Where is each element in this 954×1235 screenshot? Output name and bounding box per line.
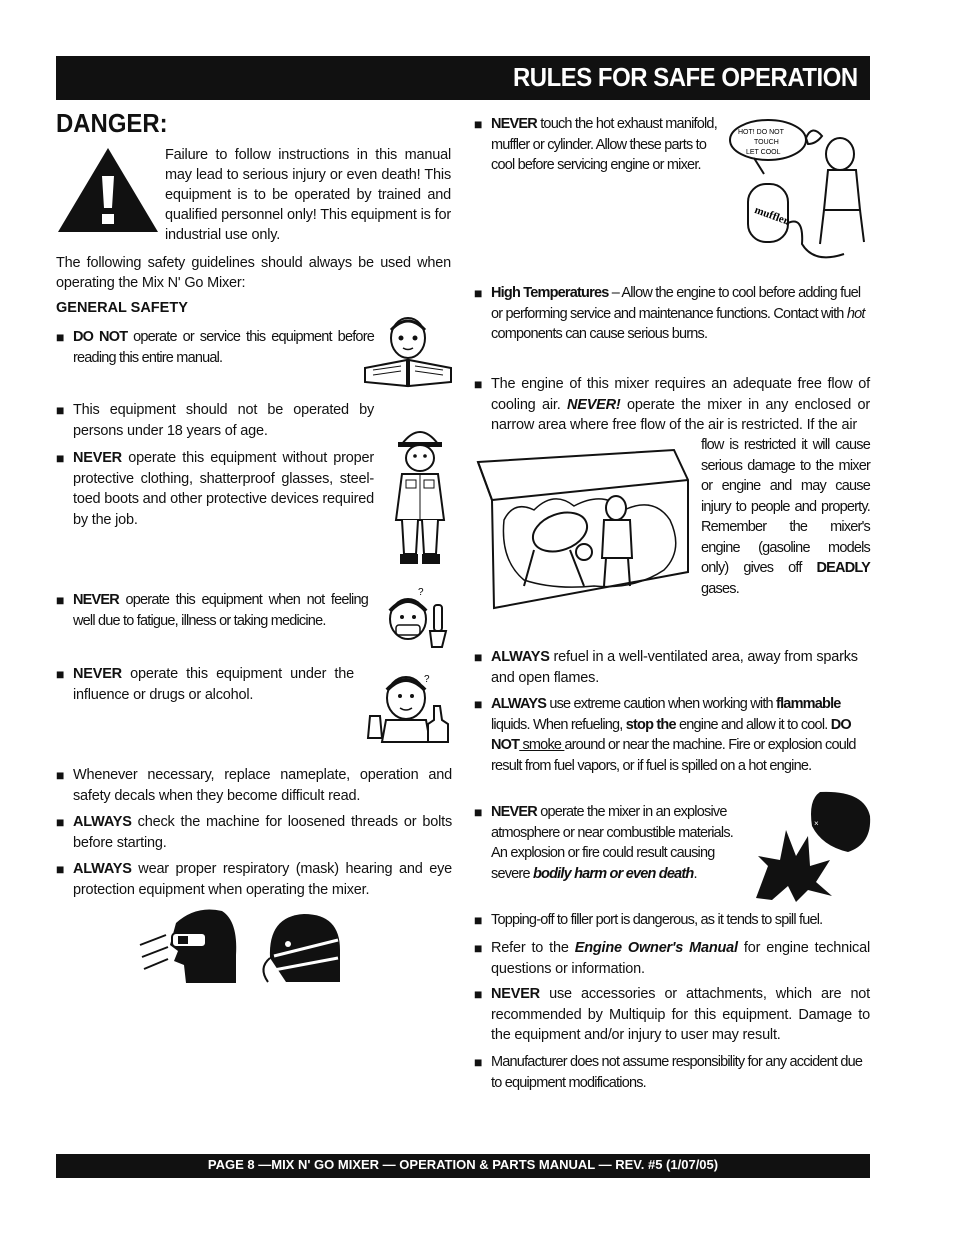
bullet-text: . <box>693 865 697 882</box>
list-item <box>474 647 870 688</box>
bullet-underline-text: smoke <box>519 737 565 753</box>
bullet-text: Refer to the <box>491 940 575 956</box>
muffler-sign-line3: LET COOL <box>746 149 781 156</box>
bullet-text: operate the mixer in an explosive atmosphere or near combustible materials. An explosion or fire could result causing severe <box>491 804 734 882</box>
list-item <box>56 400 374 441</box>
reading-manual-icon <box>363 310 453 388</box>
footer-bar <box>56 1154 870 1178</box>
bullet-square: ■ <box>474 696 482 712</box>
bullet-text: Whenever necessary, replace nameplate, operation and safety decals when they become difficult read. <box>73 767 452 804</box>
page-title: RULES FOR SAFE OPERATION <box>513 62 858 92</box>
bullet-bold-label: High Temperatures <box>491 285 609 301</box>
bullet-text: refuel in a well-ventilated area, away from sparks and open flames. <box>491 649 858 686</box>
bullet-bold-label: ALWAYS <box>491 696 547 712</box>
bullet-text: The engine of this mixer requires an adequate free flow of cooling air. <box>491 376 870 413</box>
bullet-text: components can cause serious burns. <box>491 326 708 342</box>
bullet-text: check the machine for loosened threads or bolts before starting. <box>73 814 452 851</box>
bullet-square: ■ <box>474 804 482 820</box>
header-bar <box>56 56 870 100</box>
bullet-square: ■ <box>474 940 483 956</box>
general-safety-heading: GENERAL SAFETY <box>56 300 188 316</box>
bullet-bold-label: ALWAYS <box>73 814 132 830</box>
bullet-text: flow is restricted it will cause serious damage to the mixer or engine and may cause injury to people and property. Remember the mixer's engine (gasoline models only) gives off <box>701 437 870 576</box>
muffler-sign-line2: TOUCH <box>754 139 779 146</box>
bullet-square: ■ <box>56 592 64 608</box>
bullet-square: ■ <box>474 649 483 665</box>
bullet-bold-label: NEVER <box>73 450 122 466</box>
list-item <box>474 283 870 345</box>
list-item <box>56 859 452 900</box>
hot-muffler-icon <box>724 114 872 272</box>
bullet-bold-label: NEVER <box>491 804 537 820</box>
bullet-square: ■ <box>474 285 482 301</box>
bullet-square: ■ <box>56 666 65 682</box>
hearing-protection-icon <box>256 910 344 990</box>
bullet-bold-label: DO NOT <box>73 329 128 345</box>
list-item <box>474 114 720 176</box>
danger-intro-text: The following safety guidelines should always be used when operating the Mix N' Go Mixer: <box>56 255 451 291</box>
worker-protective-gear-icon <box>388 422 452 566</box>
bullet-square: ■ <box>474 912 482 928</box>
bullet-square: ■ <box>56 861 65 877</box>
list-item <box>474 1052 870 1093</box>
svg-text:?: ? <box>424 674 430 685</box>
bullet-square: ■ <box>474 986 483 1002</box>
bullet-text: This equipment should not be operated by persons under 18 years of age. <box>73 402 374 439</box>
bullet-bold-label: NEVER <box>73 592 119 608</box>
list-item <box>474 938 870 979</box>
bullet-text: wear proper respiratory (mask) hearing and eye protection equipment when operating the mixer. <box>73 861 452 898</box>
bullet-text: – Allow the engine to cool before adding fuel or performing service and maintenance functions. Contact with <box>491 285 861 322</box>
bullet-text: use extreme caution when working with <box>546 696 777 712</box>
bullet-bold-label: ALWAYS <box>491 649 550 665</box>
bullet-square: ■ <box>56 450 65 466</box>
bullet-text: operate or service this equipment before reading this entire manual. <box>73 329 374 366</box>
bullet-square: ■ <box>56 767 65 783</box>
danger-title: DANGER: <box>56 108 168 138</box>
bullet-text: operate this equipment under the influence or drugs or alcohol. <box>73 666 354 703</box>
bullet-bold-label: NEVER <box>73 666 122 682</box>
bullet-square: ■ <box>56 329 64 345</box>
bullet-text: touch the hot exhaust manifold, muffler or cylinder. Allow these parts to cool before servicing engine or mixer. <box>491 116 717 173</box>
bullet-bold-label: DEADLY <box>816 560 870 576</box>
bullet-square: ■ <box>56 402 65 418</box>
bullet-text: gases. <box>701 580 739 597</box>
bullet-bold-italic-text: Engine Owner's Manual <box>574 940 738 956</box>
list-item <box>56 765 452 806</box>
intoxicated-worker-icon <box>356 668 452 744</box>
bullet-text: Topping-off to filler port is dangerous, as it tends to spill fuel. <box>491 912 823 928</box>
bullet-text: for engine technical questions or information. <box>491 940 870 977</box>
list-item <box>474 374 870 436</box>
bullet-bold-italic-text: bodily harm or even death <box>532 865 694 882</box>
muffler-sign-line1: HOT! DO NOT <box>738 129 784 136</box>
bullet-text: liquids. When refueling, <box>491 716 626 733</box>
enclosed-area-mixer-icon <box>474 440 692 612</box>
list-item <box>474 694 870 776</box>
list-item <box>56 327 374 368</box>
bullet-bold-label: DO NOT <box>491 716 851 753</box>
list-item <box>474 802 742 884</box>
bullet-text: use accessories or attachments, which are not recommended by Multiquip for this equipment. Damage to the equipment and/or injury to user may result. <box>491 986 870 1043</box>
explosion-icon <box>752 786 872 904</box>
sick-worker-icon <box>382 585 454 651</box>
svg-text:?: ? <box>418 587 424 598</box>
bullet-text: around or near the machine. Fire or explosion could result from fuel vapors, or if fuel is spilled on a hot engine. <box>491 737 856 774</box>
bullet-bold-italic-text: NEVER! <box>566 396 621 413</box>
eye-protection-icon <box>136 905 240 987</box>
list-item <box>474 984 870 1046</box>
bullet-italic-text: hot <box>846 305 865 322</box>
list-item <box>56 590 368 631</box>
footer-text: PAGE 8 —MIX N' GO MIXER — OPERATION & PARTS MANUAL — REV. #5 (1/07/05) <box>207 1157 719 1172</box>
list-item <box>56 448 374 530</box>
muffler-label: muffler <box>752 204 791 228</box>
list-item <box>474 910 872 931</box>
bullet-text: operate this equipment without proper protective clothing, shatterproof glasses, steel-toed boots and other protective devices required by the job. <box>73 450 374 528</box>
danger-warning-text: Failure to follow instructions in this manual may lead to serious injury or even death! This equipment is to be operated by trained and qualified personnel only! This equipment is for industrial use only. <box>165 147 451 243</box>
bullet-bold-label: NEVER <box>491 986 540 1002</box>
svg-text:×: × <box>814 819 819 828</box>
air-flow-continued-text <box>701 435 870 599</box>
warning-triangle-icon <box>56 146 160 234</box>
bullet-square: ■ <box>474 116 482 132</box>
bullet-bold-label: stop the <box>625 716 676 733</box>
bullet-square: ■ <box>474 1054 482 1070</box>
list-item <box>56 664 354 705</box>
bullet-text: engine and allow it to cool. <box>675 716 831 733</box>
bullet-square: ■ <box>56 814 65 830</box>
bullet-square: ■ <box>474 376 483 392</box>
bullet-bold-label: ALWAYS <box>73 861 132 877</box>
bullet-text: operate this equipment when not feeling well due to fatigue, illness or taking medicine. <box>73 592 368 629</box>
bullet-bold-label: flammable <box>776 696 841 712</box>
bullet-text: Manufacturer does not assume responsibility for any accident due to equipment modifications. <box>491 1054 863 1091</box>
list-item <box>56 812 452 853</box>
bullet-bold-label: NEVER <box>491 116 537 132</box>
bullet-text: operate the mixer in any enclosed or narrow area where free flow of the air is restricted. If the air <box>491 396 870 433</box>
